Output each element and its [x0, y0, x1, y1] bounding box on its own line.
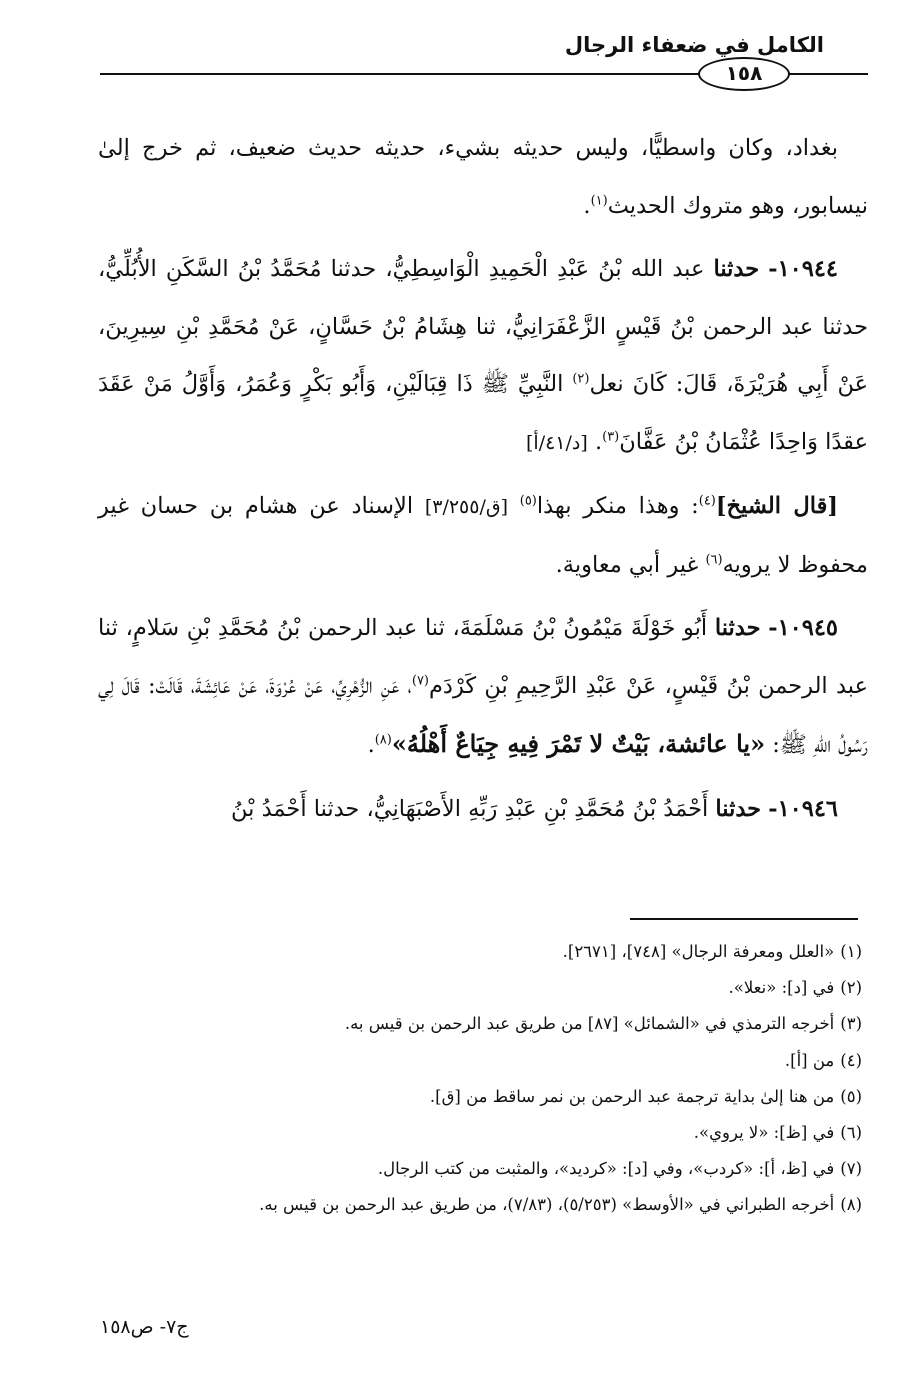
footnote-item — [92, 970, 862, 1006]
hadith-text: أَبُو خَوْلَةَ مَيْمُونُ بْنُ مَسْلَمَةَ، ثنا عبد الرحمن بْنُ مُحَمَّدِ بْنِ سَلامٍ، ثنا عبد الرحمن بْنُ قَيْسٍ، عَنْ عَبْدِ الرَّحِيمِ بْنِ كَرْدَم — [98, 615, 868, 699]
footnote-item — [92, 1187, 862, 1223]
footnote-separator — [630, 918, 858, 920]
hadith-number: ١٠٩٤٥- — [768, 615, 839, 641]
footnote-number: (٨) — [840, 1195, 862, 1215]
footnote-marker: (٦) — [705, 552, 723, 567]
volume-page-footer: ج٧- ص١٥٨ — [100, 1316, 189, 1338]
hadith-10946 — [98, 781, 868, 839]
hadith-text: ، عَنِ الزُّهْرِيِّ، عَنْ عُرْوَةَ، عَنْ عَائِشَةَ، قَالَتْ: قَالَ لِي رَسُولُ اللهِ ﷺ: — [98, 672, 868, 758]
footnote-item — [92, 1115, 862, 1151]
comment-text: الإسناد عن هشام بن حسان غير محفوظ لا يرويه — [98, 493, 868, 578]
footnote-marker: (٢) — [572, 371, 590, 387]
comment-text: غير أبي معاوية. — [555, 551, 706, 578]
footnote-marker: (٣) — [602, 429, 620, 444]
main-text — [98, 120, 868, 838]
footnote-text: في [ظ]: «لا يروي». — [693, 1122, 835, 1142]
hadith-number: ١٠٩٤٦- — [768, 795, 838, 822]
paragraph-end: . — [583, 192, 591, 219]
footnote-number: (٣) — [840, 1014, 862, 1034]
footnote-text: من [أ]. — [784, 1050, 835, 1070]
footnote-item — [92, 1006, 862, 1042]
footnote-number: (٧) — [840, 1159, 862, 1179]
footnote-marker: (٤) — [698, 493, 716, 509]
footnote-marker: (٨) — [374, 732, 392, 748]
footnote-number: (١) — [840, 942, 862, 961]
footnote-item — [92, 1151, 862, 1187]
hadith-lead-word: حدثنا — [715, 795, 762, 822]
hadith-text: . — [594, 428, 603, 455]
hadith-lead-word: حدثنا — [713, 256, 760, 282]
paragraph-text: بغداد، وكان واسطيًّا، وليس حديثه بشيء، حديثه حديث ضعيف، ثم خرج إلىٰ نيسابور، وهو متروك الحديث — [98, 135, 868, 219]
shaykh-label: [قال الشيخ] — [715, 493, 838, 519]
paragraph-end: . — [367, 732, 375, 758]
manuscript-reference: [ق/٣/٢٥٥] — [424, 496, 509, 518]
footnote-number: (٤) — [840, 1050, 862, 1070]
running-header-title: الكامل في ضعفاء الرجال — [564, 33, 824, 57]
footnote-text: «العلل ومعرفة الرجال» [٧٤٨]، [٢٦٧١]. — [562, 942, 835, 961]
hadith-lead-word: حدثنا — [714, 615, 761, 641]
footnote-text: أخرجه الترمذي في «الشمائل» [٨٧] من طريق عبد الرحمن بن قيس به. — [344, 1014, 835, 1034]
hadith-10945 — [98, 600, 868, 775]
footnote-number: (٢) — [840, 978, 862, 998]
footnote-item — [92, 934, 862, 970]
footnote-marker: (٧) — [411, 673, 429, 688]
hadith-text: أَحْمَدُ بْنُ مُحَمَّدِ بْنِ عَبْدِ رَبِّهِ الأَصْبَهَانِيُّ، حدثنا أَحْمَدُ بْنُ — [231, 795, 709, 822]
hadith-10944 — [98, 241, 868, 472]
prophetic-quote: «يا عائشة، بَيْتٌ لا تَمْرَ فِيهِ جِيَاعٌ أَهْلُهُ» — [391, 729, 766, 758]
footnote-item — [92, 1079, 862, 1115]
footnotes-section — [92, 934, 862, 1224]
hadith-number: ١٠٩٤٤- — [768, 256, 839, 282]
page-number-badge: ١٥٨ — [698, 57, 790, 91]
manuscript-reference: [د/٤١/أ] — [526, 431, 588, 454]
footnote-text: أخرجه الطبراني في «الأوسط» (٥/٢٥٣)، (٧/٨٣)، من طريق عبد الرحمن بن قيس به. — [259, 1195, 835, 1215]
footnote-marker: (١) — [590, 193, 608, 208]
footnote-text: من هنا إلىٰ بداية ترجمة عبد الرحمن بن نمر ساقط من [ق]. — [429, 1086, 835, 1106]
footnote-text: في [ظ، أ]: «كردب»، وفي [د]: «كرديد»، والمثبت من كتب الرجال. — [377, 1159, 835, 1179]
shaykh-comment — [98, 478, 868, 594]
hadith-text: النَّبِيِّ ﷺ ذَا قِبَالَيْنِ، وَأَبُو بَكْرٍ وَعُمَرُ، وَأَوَّلُ مَنْ عَقَدَ عقدًا وَاحِدًا عُثْمَانُ بْنُ عَفَّانَ — [98, 371, 868, 455]
footnote-marker: (٥) — [519, 493, 537, 509]
footnote-number: (٥) — [840, 1086, 862, 1106]
footnote-item — [92, 1043, 862, 1079]
comment-text: : وهذا منكر بهذا — [536, 493, 699, 519]
paragraph-continuation — [98, 120, 868, 235]
footnote-number: (٦) — [840, 1122, 862, 1142]
hadith-text: عبد الله بْنُ عَبْدِ الْحَمِيدِ الْوَاسِطِيُّ، حدثنا مُحَمَّدُ بْنُ السَّكَنِ الأُبُلِّيُّ، حدثنا عبد الرحمن بْنُ قَيْسٍ الزَّعْفَرَانِيُّ، ثنا هِشَامُ بْنُ حَسَّانٍ، عَنْ مُحَمَّدِ بْنِ سِيرِينَ، عَنْ أَبِي هُرَيْرَةَ، قَالَ: كَانَ نعل — [98, 256, 868, 397]
footnote-text: في [د]: «نعلا». — [728, 978, 835, 998]
